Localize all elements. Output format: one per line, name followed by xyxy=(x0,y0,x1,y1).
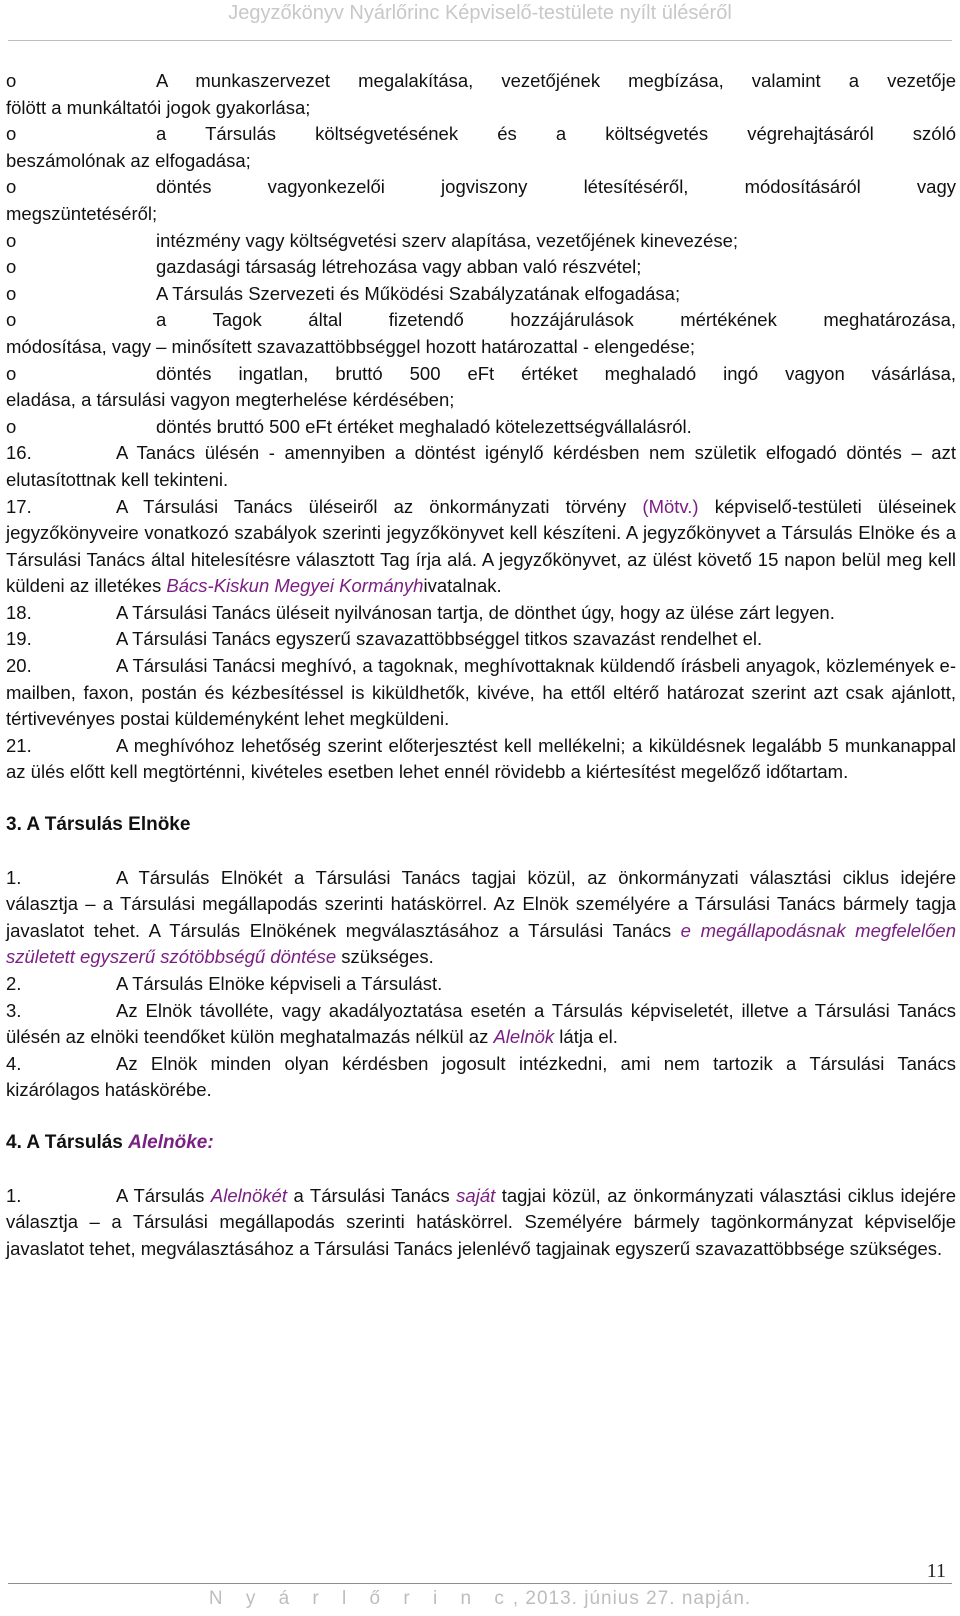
law-reference: (Mötv.) xyxy=(642,495,699,517)
section3-paragraph-4: 4. Az Elnök minden olyan kérdésben jogosult intézkedni, ami nem tartozik a Társulási Tanács kizárólagos hatáskörébe. xyxy=(6,1052,956,1101)
highlighted-phrase: e megállapodásnak megfelelően született egyszerű szótöbbségű döntése xyxy=(6,919,956,968)
paragraph-18: 18. A Társulási Tanács üléseit nyilvánosan tartja, de dönthet úgy, hogy az ülése zárt legyen. xyxy=(6,601,835,623)
office-reference: Bács-Kiskun Megyei Kormányh xyxy=(166,575,424,597)
bullet-marker: o xyxy=(6,70,17,91)
page-number: 11 xyxy=(926,1560,946,1582)
highlighted-word: saját xyxy=(456,1184,496,1206)
list-item: o döntés vagyonkezelői jogviszony létesítéséről, módosításáról vagy megszüntetéséről; xyxy=(6,176,956,224)
page-header: Jegyzőkönyv Nyárlőrinc Képviselő-testülete nyílt üléséről xyxy=(228,2,732,24)
paragraph-17: 17. A Társulási Tanács üléseiről az önkormányzati törvény (Mötv.) képviselő-testületi üléseinek jegyzőkönyveire vonatkozó szabályok szerinti jegyzőkönyvet kell készíteni. A jegyzőkönyvet a Társulás Elnöke és a Társulási Tanács által hitelesítésre választott Tag írja alá. A jegyzőkönyvet, az ülést követő 15 napon belül meg kell küldeni az illetékes Bács-Kiskun Megyei Kormányhivatalnak. xyxy=(6,495,956,597)
footer-divider xyxy=(8,1583,952,1584)
paragraph-21: 21. A meghívóhoz lehetőség szerint előterjesztést kell mellékelni; a kiküldésnek legalább 5 munkanappal az ülés előtt kell megtörténni, kivételes esetben lehet ennél rövidebb a kiértesítést megelőző időtartam. xyxy=(6,734,956,783)
bullet-marker: o xyxy=(6,256,17,278)
header-divider xyxy=(8,40,952,41)
list-item: o döntés bruttó 500 eFt értéket meghaladó kötelezettségvállalásról. xyxy=(6,414,956,441)
bullet-marker: o xyxy=(6,415,17,437)
bullet-marker: o xyxy=(6,282,17,304)
page-footer: N y á r l ő r i n c, 2013. június 27. napján. xyxy=(208,1588,752,1609)
section-heading-4: 4. A Társulás Alelnöke: xyxy=(6,1131,214,1153)
section-heading-3: 3. A Társulás Elnöke xyxy=(6,814,191,836)
section3-paragraph-3: 3. Az Elnök távolléte, vagy akadályoztatása esetén a Társulás képviseletét, illetve a Társulási Tanács ülésén az elnöki teendőket külön meghatalmazás nélkül az Alelnök látja el. xyxy=(6,999,956,1048)
section3-paragraph-1: 1. A Társulás Elnökét a Társulási Tanács tagjai közül, az önkormányzati választási ciklus idejére választja – a Társulási megállapodás szerinti hatáskörrel. Az Elnök személyére a Társulási Tanács bármely tagja javaslatot tehet. A Társulás Elnökének megválasztásához a Társulási Tanács e megállapodásnak megfelelően született egyszerű szótöbbségű döntése szükséges. xyxy=(6,866,956,968)
list-item: o döntés ingatlan, bruttó 500 eFt értéket meghaladó ingó vagyon vásárlása, eladása, a társulási vagyon megterhelése kérdésében; xyxy=(6,362,956,411)
section3-paragraph-2: 2. A Társulás Elnöke képviseli a Társulást. xyxy=(6,973,443,994)
list-item: o a Társulás költségvetésének és a költségvetés végrehajtásáról szóló beszámolónak az elfogadása; xyxy=(6,123,956,171)
list-item: o gazdasági társaság létrehozása vagy abban való részvétel; xyxy=(6,254,956,281)
section4-paragraph-1: 1. A Társulás Alelnökét a Társulási Tanács saját tagjai közül, az önkormányzati választási ciklus idejére választja – a Társulási megállapodás szerinti hatáskörrel. Személyére bármely tagönkormányzat képviselője javaslatot tehet, megválasztásához a Társulási Tanács jelenlévő tagjainak egyszerű szavazattöbbsége szükséges. xyxy=(6,1184,956,1259)
highlighted-word: Alelnökét xyxy=(210,1184,287,1206)
bullet-marker: o xyxy=(6,309,17,331)
list-item: o a Tagok által fizetendő hozzájárulások mértékének meghatározása, módosítása, vagy – minősített szavazattöbbséggel hozott határozattal - elengedése; xyxy=(6,309,956,357)
paragraph-19: 19. A Társulási Tanács egyszerű szavazattöbbséggel titkos szavazást rendelhet el. xyxy=(6,628,763,650)
bullet-list xyxy=(6,68,956,440)
highlighted-heading-word: Alelnöke: xyxy=(128,1131,214,1153)
bullet-marker: o xyxy=(6,176,17,198)
list-item: o intézmény vagy költségvetési szerv alapítása, vezetőjének kinevezése; xyxy=(6,228,956,255)
paragraph-16: 16. A Tanács ülésén - amennyiben a döntést igénylő kérdésben nem születik elfogadó döntés – azt elutasítottnak kell tekinteni. xyxy=(6,442,956,490)
paragraph-20: 20. A Társulási Tanácsi meghívó, a tagoknak, meghívottaknak küldendő írásbeli anyagok, közlemények e-mailben, faxon, postán és kézbesítéssel is kiküldhetők, kivéve, ha ettől eltérő határozat szerint azt csak ajánlott, tértivevényes postai küldeményként lehet megküldeni. xyxy=(6,655,956,730)
bullet-marker: o xyxy=(6,123,17,145)
list-item: o A Társulás Szervezeti és Működési Szabályzatának elfogadása; xyxy=(6,281,956,308)
bullet-marker: o xyxy=(6,229,17,251)
bullet-marker: o xyxy=(6,362,17,384)
list-item: o A munkaszervezet megalakítása, vezetőjének megbízása, valamint a vezetője fölött a munkáltatói jogok gyakorlása; xyxy=(6,70,956,118)
highlighted-word: Alelnök xyxy=(493,1026,555,1048)
document-body xyxy=(6,68,956,1262)
